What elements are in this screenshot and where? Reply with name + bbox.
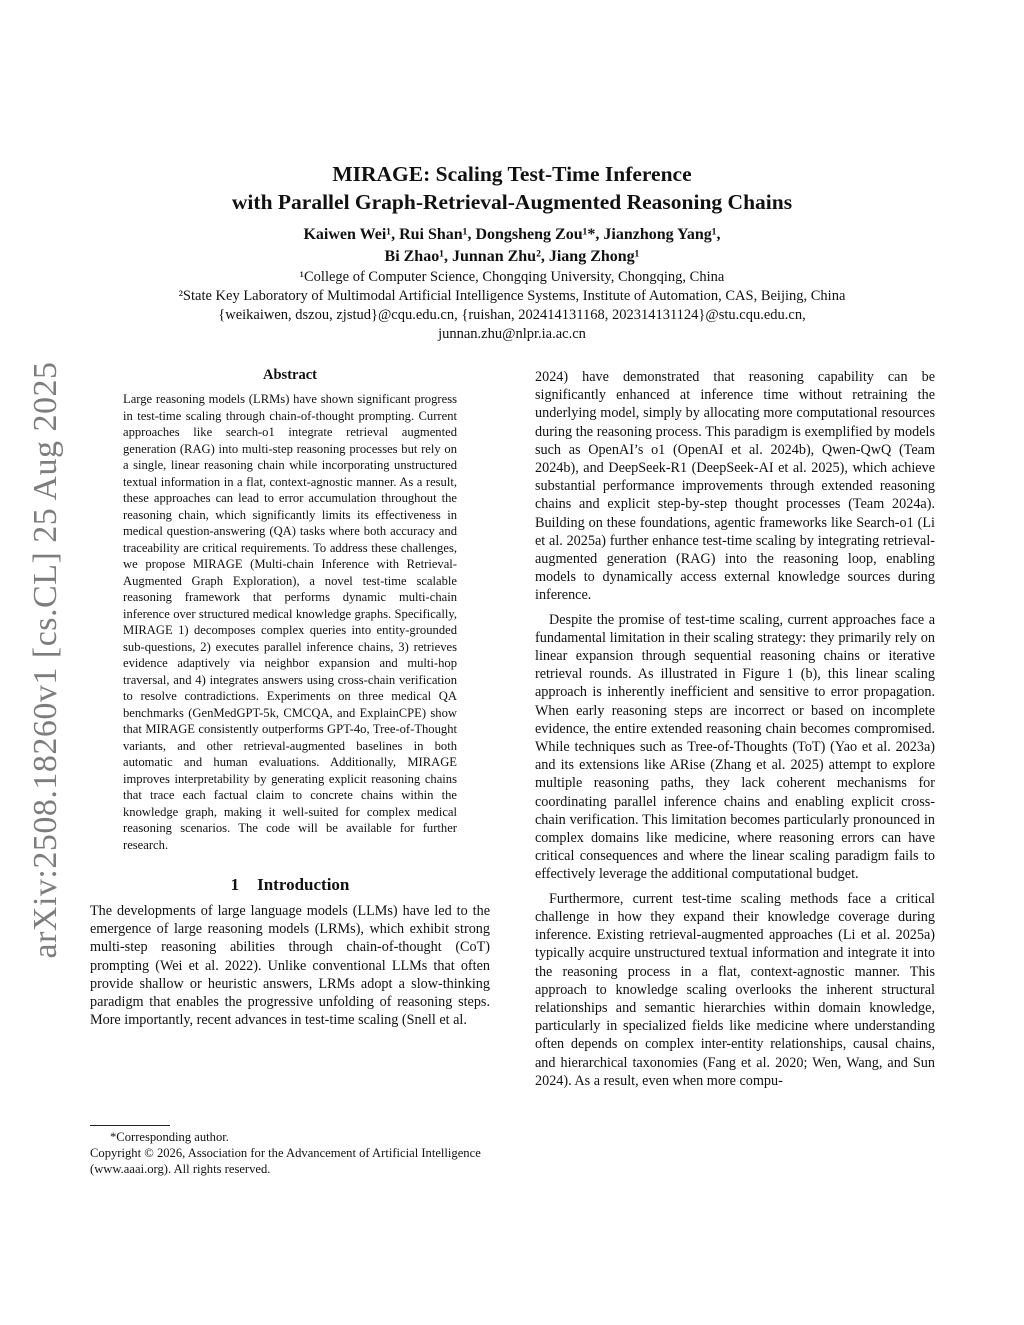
arxiv-identifier-text: arXiv:2508.18260v1 [cs.CL] 25 Aug 2025 <box>27 361 64 959</box>
title-line-2: with Parallel Graph-Retrieval-Augmented Reasoning Chains <box>231 190 793 214</box>
abstract-body: Large reasoning models (LRMs) have shown significant progress in test-time scaling through chain-of-thought prompting. Current approaches like search-o1 integrate retrieval augmented generation (RAG) into multi-step reasoning processes but rely on a single, linear reasoning chain while incorporating unstructured textual information in a flat, context-agnostic manner. As a result, these approaches can lead to error accumulation throughout the reasoning chain, which significantly limits its effectiveness in medical question-answering (QA) tasks where both accuracy and traceability are critical requirements. To address these challenges, we propose MIRAGE (Multi-chain Inference with Retrieval-Augmented Graph Exploration), a novel test-time scalable reasoning framework that performs dynamic multi-chain inference over structured medical knowledge graphs. Specifically, MIRAGE 1) decomposes complex queries into entity-grounded sub-questions, 2) executes parallel inference chains, 3) retrieves evidence adaptively via neighbor expansion and multi-hop traversal, and 4) integrates answers using cross-chain verification to resolve contradictions. Experiments on three medical QA benchmarks (GenMedGPT-5k, CMCQA, and ExplainCPE) show that MIRAGE consistently outperforms GPT-4o, Tree-of-Thought variants, and other retrieval-augmented baselines in both automatic and human evaluations. Additionally, MIRAGE improves interpretability by generating explicit reasoning chains that trace each factual claim to concrete chains within the knowledge graph, making it well-suited for complex medical reasoning scenarios. The code will be available for further research. <box>123 392 457 852</box>
footnote-divider <box>90 1125 170 1126</box>
intro-paragraph-1: The developments of large language models (LLMs) have led to the emergence of large reasoning models (LRMs), which exhibit strong multi-step reasoning abilities through chain-of-thought (CoT) prompting (Wei et al. 2022). Unlike conventional LLMs that often provide shallow or heuristic answers, LRMs adopt a slow-thinking paradigm that enables the progressive unfolding of reasoning steps. More importantly, recent advances in test-time scaling (Snell et al. <box>90 903 490 1029</box>
left-column <box>90 367 490 1029</box>
intro-paragraph-1-continued: 2024) have demonstrated that reasoning capability can be significantly enhanced at inference time without retraining the underlying model, simply by allocating more computational resources during the reasoning process. This paradigm is exemplified by models such as OpenAI’s o1 (OpenAI et al. 2024b), Qwen-QwQ (Team 2024b), and DeepSeek-R1 (DeepSeek-AI et al. 2025), which achieve substantial performance improvements through extended reasoning chains and explicit step-by-step thought processes (Team 2024a). Building on these foundations, agentic frameworks like Search-o1 (Li et al. 2025a) further enhance test-time scaling by integrating retrieval-augmented generation (RAG) into the reasoning loop, enabling models to dynamically access external knowledge sources during inference. <box>535 369 935 604</box>
author-emails-2: junnan.zhu@nlpr.ia.ac.cn <box>438 326 586 342</box>
authors-line-1: Kaiwen Wei¹, Rui Shan¹, Dongsheng Zou¹*, Jianzhong Yang¹, <box>303 226 721 243</box>
title-line-1: MIRAGE: Scaling Test-Time Inference <box>332 162 692 186</box>
paper-title <box>90 160 934 216</box>
paper-header <box>90 160 934 344</box>
abstract-heading: Abstract <box>263 367 317 383</box>
corresponding-author-note: *Corresponding author. <box>110 1130 229 1144</box>
intro-paragraph-2: Despite the promise of test-time scaling, current approaches face a fundamental limitation in their scaling strategy: they primarily rely on linear expansion through sequential reasoning chains or iterative retrieval rounds. As illustrated in Figure 1 (b), this linear scaling approach is inherently inefficient and sensitive to error propagation. When early reasoning steps are incorrect or based on incomplete evidence, the entire extended reasoning chain becomes compromised. While techniques such as Tree-of-Thoughts (ToT) (Yao et al. 2023a) and its extensions like ARise (Zhang et al. 2025) attempt to explore multiple reasoning paths, they lack coherent mechanisms for coordinating parallel inference chains and enabling explicit cross-chain verification. This limitation becomes particularly pronounced in complex domains like medicine, where reasoning errors can have critical consequences and where the linear scaling paradigm fails to effectively leverage the additional computational budget. <box>535 611 935 883</box>
introduction-heading <box>90 875 490 895</box>
copyright-notice: Copyright © 2026, Association for the Advancement of Artificial Intelligence (www.aaai.org). All rights reserved. <box>90 1146 481 1176</box>
footnotes <box>90 1125 490 1177</box>
author-emails-1: {weikaiwen, dszou, zjstud}@cqu.edu.cn, {ruishan, 202414131168, 202314131124}@stu.cqu.edu.cn, <box>218 307 806 323</box>
affiliations <box>90 268 934 344</box>
author-list <box>90 224 934 268</box>
section-number: 1 <box>230 875 240 894</box>
affiliation-2: ²State Key Laboratory of Multimodal Artificial Intelligence Systems, Institute of Automation, CAS, Beijing, China <box>178 288 846 304</box>
authors-line-2: Bi Zhao¹, Junnan Zhu², Jiang Zhong¹ <box>384 248 640 265</box>
intro-paragraph-3: Furthermore, current test-time scaling methods face a critical challenge in how they expand their knowledge coverage during inference. Existing retrieval-augmented approaches (Li et al. 2025a) typically acquire unstructured textual information and integrate it into the reasoning process in a flat, context-agnostic manner. This approach to knowledge scaling overlooks the inherent structural relationships and semantic hierarchies within domain knowledge, particularly in specialized fields like medicine where understanding often depends on complex inter-entity relationships, causal chains, and hierarchical taxonomies (Fang et al. 2020; Wen, Wang, and Sun 2024). As a result, even when more compu- <box>535 890 935 1089</box>
section-title: Introduction <box>257 875 350 894</box>
right-column <box>535 368 935 1090</box>
affiliation-1: ¹College of Computer Science, Chongqing University, Chongqing, China <box>299 269 725 285</box>
